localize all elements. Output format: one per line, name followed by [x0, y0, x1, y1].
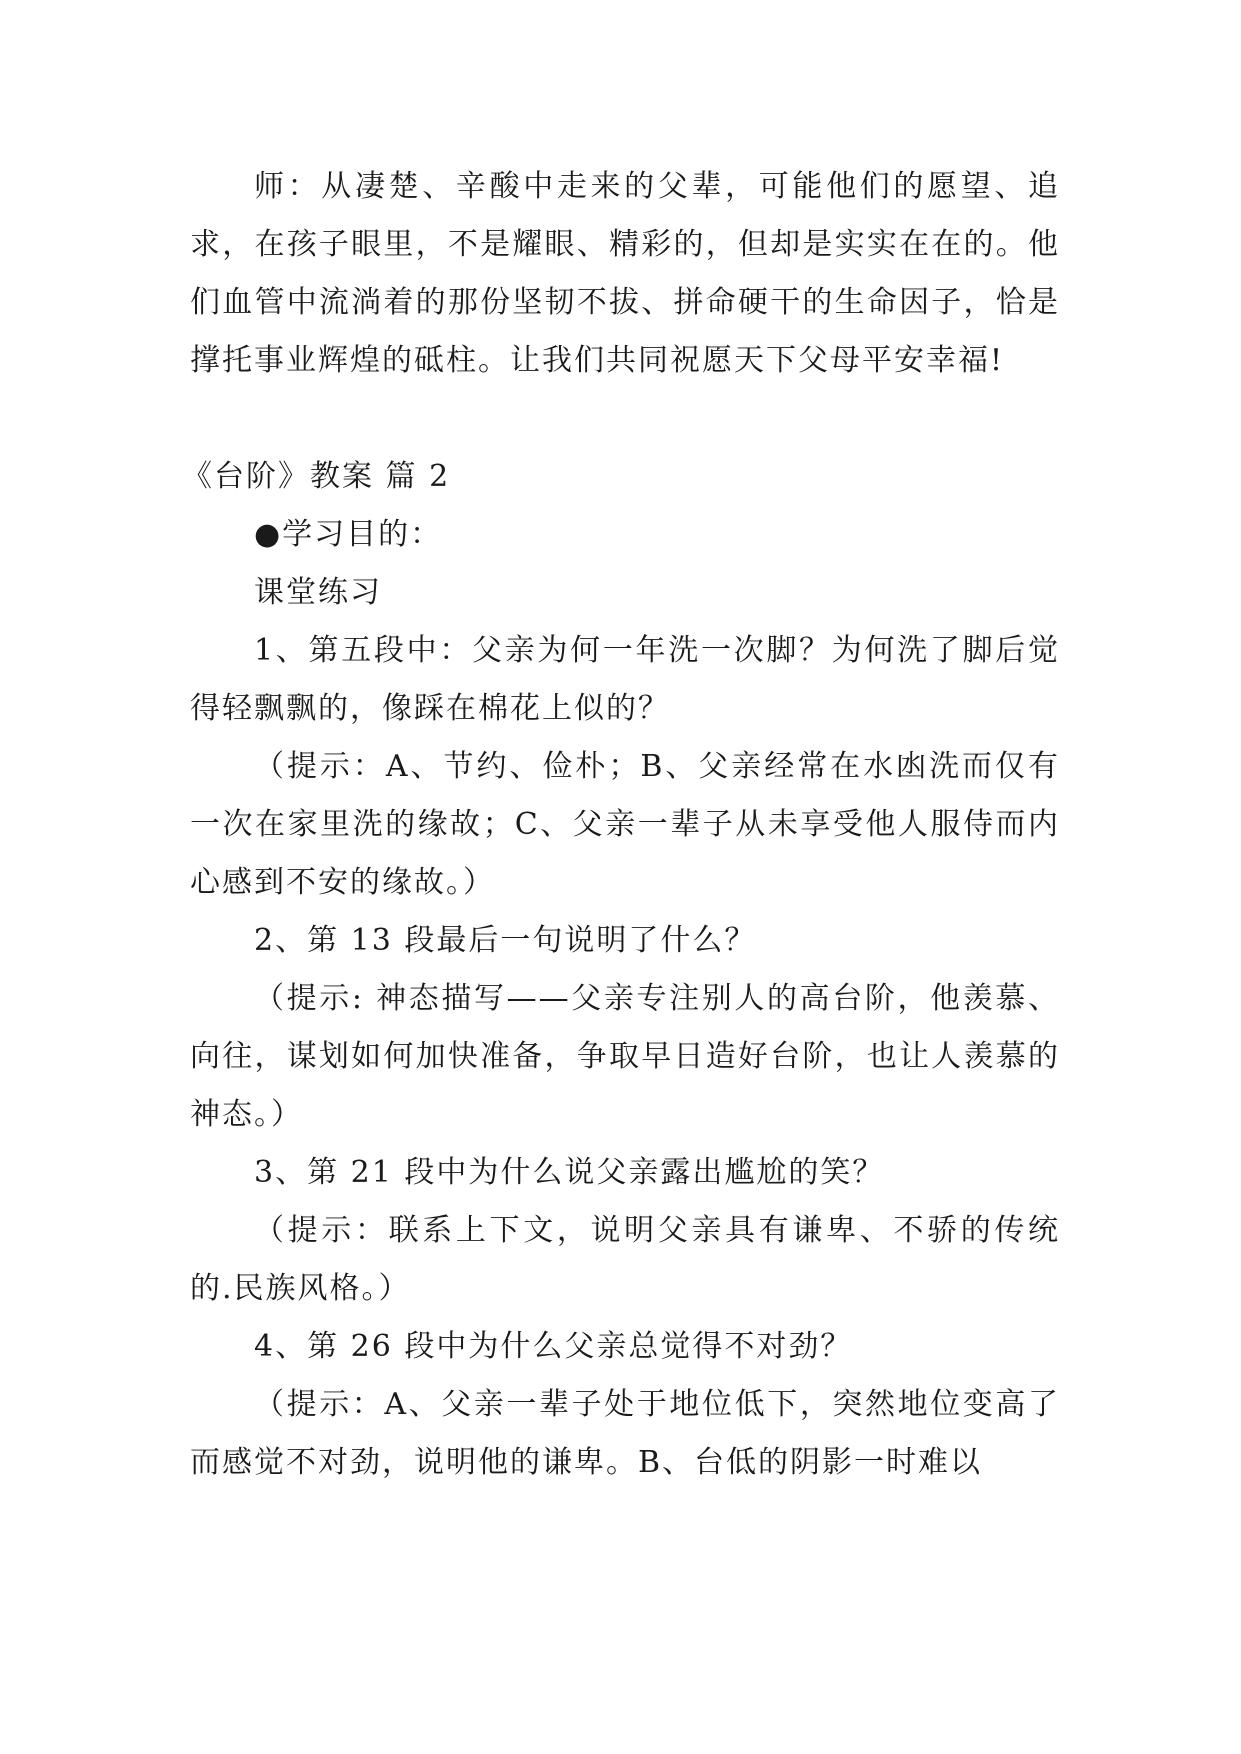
hint-3: （提示：联系上下文，说明父亲具有谦卑、不骄的传统的.民族风格。）	[190, 1213, 1060, 1306]
hint-4: （提示：A、父亲一辈子处于地位低下，突然地位变高了而感觉不对劲，说明他的谦卑。B、台低的阴影一时难以	[190, 1387, 1060, 1480]
practice-label: 课堂练习	[254, 575, 382, 610]
question-1: 1、第五段中：父亲为何一年洗一次脚？为何洗了脚后觉得轻飘飘的，像踩在棉花上似的？	[190, 633, 1060, 726]
hint-2: （提示: 神态描写——父亲专注别人的高台阶，他羡慕、向往，谋划如何加快准备，争取早日造好台阶，也让人羡慕的神态。）	[190, 981, 1060, 1132]
section-title: 《台阶》教案 篇 2	[182, 459, 451, 494]
document-body	[182, 158, 1060, 1492]
section-gap	[190, 390, 1060, 448]
question-4: 4、第 26 段中为什么父亲总觉得不对劲？	[254, 1329, 853, 1364]
question-2: 2、第 13 段最后一句说明了什么？	[254, 923, 757, 958]
closing-paragraph: 师：从凄楚、辛酸中走来的父辈，可能他们的愿望、追求，在孩子眼里，不是耀眼、精彩的，但却是实实在在的。他们血管中流淌着的那份坚韧不拔、拼命硬干的生命因子，恰是撑托事业辉煌的砥柱。让我们共同祝愿天下父母平安幸福!	[190, 169, 1060, 378]
hint-1: （提示：A、节约、俭朴；B、父亲经常在水凼洗而仅有一次在家里洗的缘故；C、父亲一辈子从未享受他人服侍而内心感到不安的缘故。）	[190, 749, 1060, 900]
objective-label: ●学习目的：	[254, 517, 443, 552]
question-3: 3、第 21 段中为什么说父亲露出尴尬的笑？	[254, 1155, 885, 1190]
